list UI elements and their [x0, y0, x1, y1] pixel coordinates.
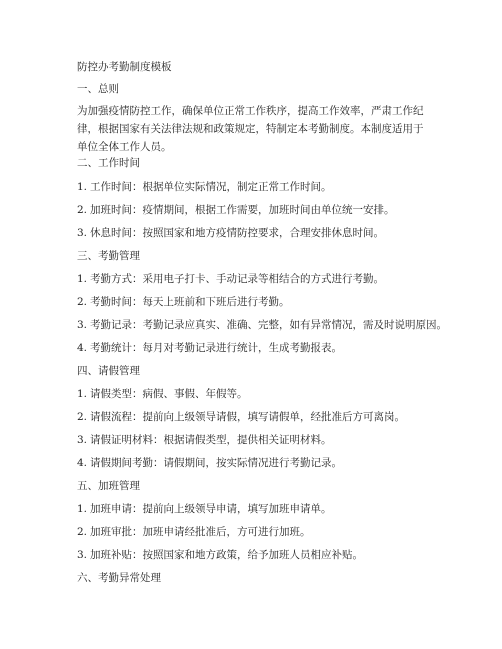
list-item: [77, 548, 363, 562]
section-heading-overtime: 五、加班管理: [77, 480, 140, 492]
section-heading-attendance: 三、考勤管理: [77, 250, 140, 262]
list-item-text: 加班时间：疫情期间，根据工作需要，加班时间由单位统一安排。: [90, 204, 395, 216]
list-item-text: 考勤统计：每月对考勤记录进行统计，生成考勤报表。: [90, 342, 342, 354]
list-item: [77, 525, 311, 539]
list-item-number: 4.: [77, 342, 88, 354]
list-item-number: 3.: [77, 319, 88, 331]
list-item-text: 请假流程：提前向上级领导请假，填写请假单，经批准后方可离岗。: [90, 411, 405, 423]
section-heading-exceptions: 六、考勤异常处理: [77, 572, 161, 584]
section-heading-work-time: 二、工作时间: [77, 157, 140, 169]
list-item-number: 1.: [77, 273, 88, 285]
list-item: [77, 456, 342, 470]
list-item-text: 加班申请：提前向上级领导申请，填写加班申请单。: [90, 503, 332, 515]
list-item-number: 2.: [77, 411, 88, 423]
list-item: [77, 295, 290, 309]
list-item-text: 休息时间：按照国家和地方疫情防控要求，合理安排休息时间。: [90, 227, 384, 239]
list-item-text: 加班补贴：按照国家和地方政策，给予加班人员相应补贴。: [90, 549, 363, 561]
list-item-number: 2.: [77, 526, 88, 538]
list-item-number: 4.: [77, 457, 88, 469]
list-item-text: 请假类型：病假、事假、年假等。: [90, 388, 248, 400]
list-item-number: 1.: [77, 388, 88, 400]
section-heading-leave: 四、请假管理: [77, 365, 140, 377]
list-item: [77, 180, 332, 194]
list-item-text: 工作时间：根据单位实际情况，制定正常工作时间。: [90, 181, 332, 193]
list-item: [77, 318, 447, 332]
section-body-general: 为加强疫情防控工作，确保单位正常工作秩序，提高工作效率，严肃工作纪律，根据国家有关法律法规和政策规定，特制定本考勤制度。本制度适用于单位全体工作人员。: [77, 105, 424, 153]
list-item: [77, 272, 384, 286]
list-item: [77, 433, 332, 447]
document-title: 防控办考勤制度模板: [77, 61, 172, 73]
list-item-number: 1.: [77, 503, 88, 515]
list-item-text: 考勤时间：每天上班前和下班后进行考勤。: [90, 296, 290, 308]
list-item-number: 3.: [77, 434, 88, 446]
list-item-text: 请假期间考勤：请假期间，按实际情况进行考勤记录。: [90, 457, 342, 469]
section-heading-general: 一、总则: [77, 83, 119, 95]
list-item-text: 请假证明材料：根据请假类型，提供相关证明材料。: [90, 434, 332, 446]
list-item-number: 3.: [77, 549, 88, 561]
list-item: [77, 502, 332, 516]
list-item: [77, 387, 248, 401]
list-item-number: 1.: [77, 181, 88, 193]
list-item-number: 2.: [77, 296, 88, 308]
list-item-text: 考勤记录：考勤记录应真实、准确、完整，如有异常情况，需及时说明原因。: [90, 319, 447, 331]
list-item: [77, 341, 342, 355]
list-item: [77, 203, 395, 217]
list-item-number: 2.: [77, 204, 88, 216]
list-item: [77, 410, 405, 424]
list-item-text: 考勤方式：采用电子打卡、手动记录等相结合的方式进行考勤。: [90, 273, 384, 285]
list-item-text: 加班审批：加班申请经批准后，方可进行加班。: [90, 526, 311, 538]
list-item: [77, 226, 384, 240]
list-item-number: 3.: [77, 227, 88, 239]
